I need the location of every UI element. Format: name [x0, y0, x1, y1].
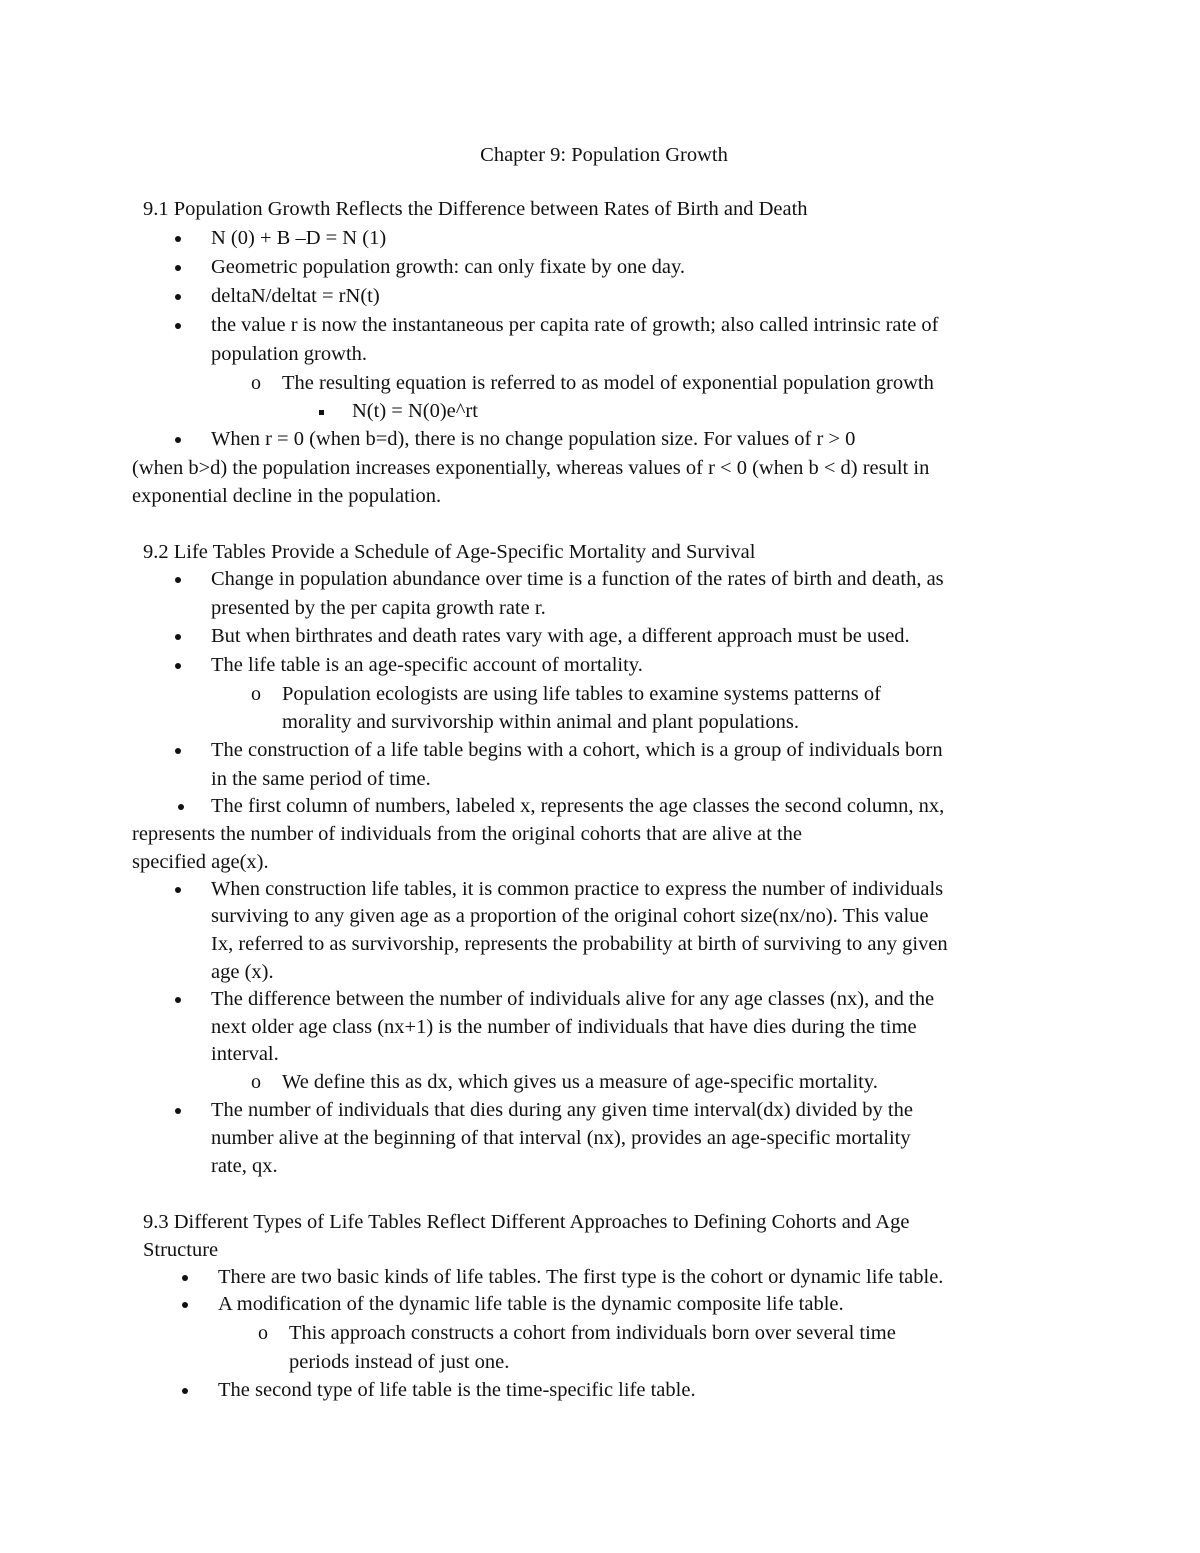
section-heading-9-3: 9.3 Different Types of Life Tables Reflect Different Approaches to Defining Cohorts and Age	[143, 1211, 910, 1233]
list-item: The construction of a life table begins with a cohort, which is a group of individuals born	[211, 739, 943, 761]
list-item: Change in population abundance over time is a function of the rates of birth and death, as	[211, 568, 944, 590]
section-heading-9-1: 9.1 Population Growth Reflects the Difference between Rates of Birth and Death	[143, 198, 808, 220]
list-item-continuation: Ix, referred to as survivorship, represents the probability at birth of surviving to any given	[211, 933, 948, 955]
sub-sub-list-item: N(t) = N(0)e^rt	[352, 400, 478, 422]
sub-list-item: The resulting equation is referred to as model of exponential population growth	[282, 372, 934, 394]
list-item: The number of individuals that dies during any given time interval(dx) divided by the	[211, 1099, 913, 1121]
list-item: The life table is an age-specific account of mortality.	[211, 654, 643, 676]
sub-list-item: This approach constructs a cohort from individuals born over several time	[289, 1322, 896, 1344]
list-item-continuation: presented by the per capita growth rate r.	[211, 597, 546, 619]
list-item-continuation: exponential decline in the population.	[132, 485, 442, 507]
section-heading-9-3-continuation: Structure	[143, 1239, 219, 1261]
list-item-continuation: number alive at the beginning of that interval (nx), provides an age-specific mortality	[211, 1127, 911, 1149]
list-item: When r = 0 (when b=d), there is no change population size. For values of r > 0	[211, 428, 856, 450]
list-item-continuation: age (x).	[211, 961, 274, 983]
circle-bullet-icon: o	[258, 1322, 268, 1344]
list-item: N (0) + B –D = N (1)	[211, 227, 387, 249]
list-item-continuation: represents the number of individuals from the original cohorts that are alive at the	[132, 823, 803, 845]
list-item: But when birthrates and death rates vary with age, a different approach must be used.	[211, 625, 910, 647]
list-item: Geometric population growth: can only fixate by one day.	[211, 256, 686, 278]
list-item-continuation: next older age class (nx+1) is the number of individuals that have dies during the time	[211, 1016, 917, 1038]
list-item-continuation: population growth.	[211, 343, 368, 365]
sub-list-item: Population ecologists are using life tables to examine systems patterns of	[282, 683, 881, 705]
circle-bullet-icon: o	[251, 1071, 261, 1093]
sub-list-item-continuation: morality and survivorship within animal and plant populations.	[282, 711, 799, 733]
list-item: The first column of numbers, labeled x, represents the age classes the second column, nx,	[211, 795, 945, 817]
list-item-continuation: interval.	[211, 1043, 279, 1065]
list-item: deltaN/deltat = rN(t)	[211, 285, 380, 307]
list-item-continuation: in the same period of time.	[211, 768, 431, 790]
list-item: A modification of the dynamic life table is the dynamic composite life table.	[218, 1293, 844, 1315]
list-item-continuation: (when b>d) the population increases exponentially, whereas values of r < 0 (when b < d) result in	[132, 457, 930, 479]
section-heading-9-2: 9.2 Life Tables Provide a Schedule of Age-Specific Mortality and Survival	[143, 541, 756, 563]
list-item: When construction life tables, it is common practice to express the number of individuals	[211, 878, 944, 900]
circle-bullet-icon: o	[251, 683, 261, 705]
list-item-continuation: rate, qx.	[211, 1155, 278, 1177]
list-item: The second type of life table is the time-specific life table.	[218, 1379, 696, 1401]
sub-list-item-continuation: periods instead of just one.	[289, 1351, 510, 1373]
list-item-continuation: surviving to any given age as a proportion of the original cohort size(nx/no). This value	[211, 905, 929, 927]
list-item: There are two basic kinds of life tables. The first type is the cohort or dynamic life table.	[218, 1266, 944, 1288]
list-item: The difference between the number of individuals alive for any age classes (nx), and the	[211, 988, 935, 1010]
page-title: Chapter 9: Population Growth	[480, 144, 728, 166]
list-item-continuation: specified age(x).	[132, 851, 269, 873]
list-item: the value r is now the instantaneous per capita rate of growth; also called intrinsic rate of	[211, 314, 939, 336]
sub-list-item: We define this as dx, which gives us a measure of age-specific mortality.	[282, 1071, 878, 1093]
circle-bullet-icon: o	[251, 372, 261, 394]
